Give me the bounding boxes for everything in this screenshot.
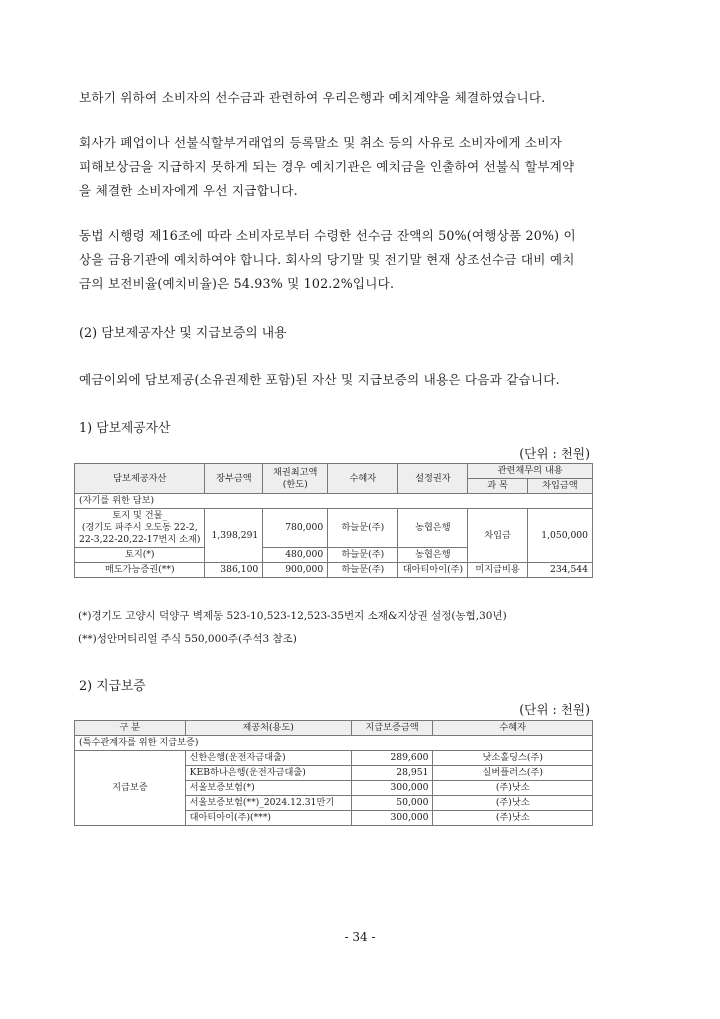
cell-securities: 매도가능증권(**): [75, 563, 205, 578]
cell-debt-subject: 차입금: [468, 509, 527, 563]
collateral-table: [74, 463, 593, 578]
cell-holder: 농협은행: [398, 548, 468, 563]
section-heading-collateral-guarantee: (2) 담보제공자산 및 지급보증의 내용: [79, 326, 287, 341]
cell-amount: 300,000: [351, 811, 433, 826]
paragraph-deposit-ratio: [79, 224, 599, 296]
table-header-row: [75, 721, 593, 736]
cell-provider: 신한은행(운전자금대출): [185, 751, 351, 766]
cell-provider: KEB하나은행(운전자금대출): [185, 766, 351, 781]
paragraph-deposit-withdrawal: [79, 131, 599, 203]
cell-max-claim: 780,000: [263, 509, 328, 548]
paragraph-line: 보하기 위하여 소비자의 선수금과 관련하여 우리은행과 예치계약을 체결하였습니다.: [79, 90, 546, 105]
cell-holder: 대아티아이(주): [398, 563, 468, 578]
table-group-row: [75, 494, 593, 509]
header-max-claim-sub: (한도): [282, 478, 308, 490]
header-borrow-amount: 차입금액: [527, 479, 592, 494]
footnote: (**)성안머티리얼 주식 550,000주(주석3 참조): [78, 633, 297, 645]
cell-beneficiary: (주)낫소: [433, 796, 593, 811]
cell-debt-amount: 1,050,000: [527, 509, 592, 563]
cell-line: (경기도 파주시 오도동 22-2,: [81, 522, 198, 533]
cell-max-claim: 480,000: [263, 548, 328, 563]
cell-book-value: 1,398,291: [205, 509, 263, 563]
paragraph-line: 피해보상금을 지급하지 못하게 되는 경우 예치기관은 예치금을 인출하여 선불식 할부계약: [79, 159, 575, 174]
page-number: - 34 -: [344, 930, 376, 944]
footnote: (*)경기도 고양시 덕양구 벽제동 523-10,523-12,523-35번지 소재&지상권 설정(농협,30년): [78, 610, 507, 622]
cell-line: 22-3,22-20,22-17번지 소재): [79, 534, 201, 545]
header-book-value: 장부금액: [205, 464, 263, 494]
cell-beneficiary: 하늘문(주): [328, 548, 398, 563]
cell-holder: 농협은행: [398, 509, 468, 548]
cell-beneficiary: (주)낫소: [433, 781, 593, 796]
header-provider: 제공처(용도): [185, 721, 351, 736]
cell-amount: 289,600: [351, 751, 433, 766]
cell-max-claim: 900,000: [263, 563, 328, 578]
cell-book-value: 386,100: [205, 563, 263, 578]
subsection-title-guarantee: 2) 지급보증: [79, 679, 146, 694]
cell-amount: 300,000: [351, 781, 433, 796]
paragraph-line: 금의 보전비율(예치비율)은 54.93% 및 102.2%입니다.: [79, 276, 395, 291]
paragraph-line: 회사가 폐업이나 선불식할부거래업의 등록말소 및 취소 등의 사유로 소비자에게 소비자: [79, 135, 562, 150]
unit-label: (단위 : 천원): [519, 446, 590, 461]
header-subject: 과 목: [468, 479, 527, 494]
paragraph-line: 예금이외에 담보제공(소유권제한 포함)된 자산 및 지급보증의 내용은 다음과 같습니다.: [79, 372, 560, 387]
header-beneficiary: 수혜자: [433, 721, 593, 736]
table-header-row: [75, 464, 593, 479]
table-group-row: [75, 736, 593, 751]
header-related-debt: 관련채무의 내용: [468, 464, 593, 479]
header-holder: 설정권자: [398, 464, 468, 494]
header-max-claim-label: 채권최고액: [273, 466, 318, 478]
cell-beneficiary: 하늘문(주): [328, 563, 398, 578]
table-row: [75, 563, 593, 578]
cell-provider: 서울보증보험(**)_2024.12.31만기: [185, 796, 351, 811]
paragraph-intro: [79, 86, 599, 110]
header-asset: 담보제공자산: [75, 464, 205, 494]
header-category: 구 분: [75, 721, 186, 736]
cell-beneficiary: 실버플러스(주): [433, 766, 593, 781]
cell-category: 지급보증: [75, 751, 186, 826]
cell-provider: 대아티아이(주)(***): [185, 811, 351, 826]
group-label: (특수관계자를 위한 지급보증): [75, 736, 593, 751]
table-row: [75, 751, 593, 766]
paragraph-line: 을 체결한 소비자에게 우선 지급합니다.: [79, 183, 298, 198]
paragraph-line: 상을 금융기관에 예치하여야 합니다. 회사의 당기말 및 전기말 현재 상조선수금 대비 예치: [79, 252, 575, 267]
cell-debt-subject: 미지급비용: [468, 563, 527, 578]
unit-label: (단위 : 천원): [519, 702, 590, 717]
cell-beneficiary: (주)낫소: [433, 811, 593, 826]
paragraph-line: 동법 시행령 제16조에 따라 소비자로부터 수령한 선수금 잔액의 50%(여행상품 20%) 이: [79, 228, 576, 243]
table-row: [75, 509, 593, 548]
cell-debt-amount: 234,544: [527, 563, 592, 578]
group-label: (자기를 위한 담보): [75, 494, 593, 509]
header-max-claim: [263, 464, 328, 494]
cell-land-building: [75, 509, 205, 548]
paragraph-collateral-summary: [79, 368, 599, 392]
cell-beneficiary: 낫소홀딩스(주): [433, 751, 593, 766]
header-guarantee-amount: 지급보증금액: [351, 721, 433, 736]
cell-beneficiary: 하늘문(주): [328, 509, 398, 548]
cell-line: 토지 및 건물_: [112, 510, 168, 521]
subsection-title-collateral: 1) 담보제공자산: [79, 421, 171, 436]
cell-amount: 28,951: [351, 766, 433, 781]
cell-amount: 50,000: [351, 796, 433, 811]
cell-provider: 서울보증보험(*): [185, 781, 351, 796]
guarantee-table: [74, 720, 593, 826]
cell-land: 토지(*): [75, 548, 205, 563]
header-beneficiary: 수혜자: [328, 464, 398, 494]
